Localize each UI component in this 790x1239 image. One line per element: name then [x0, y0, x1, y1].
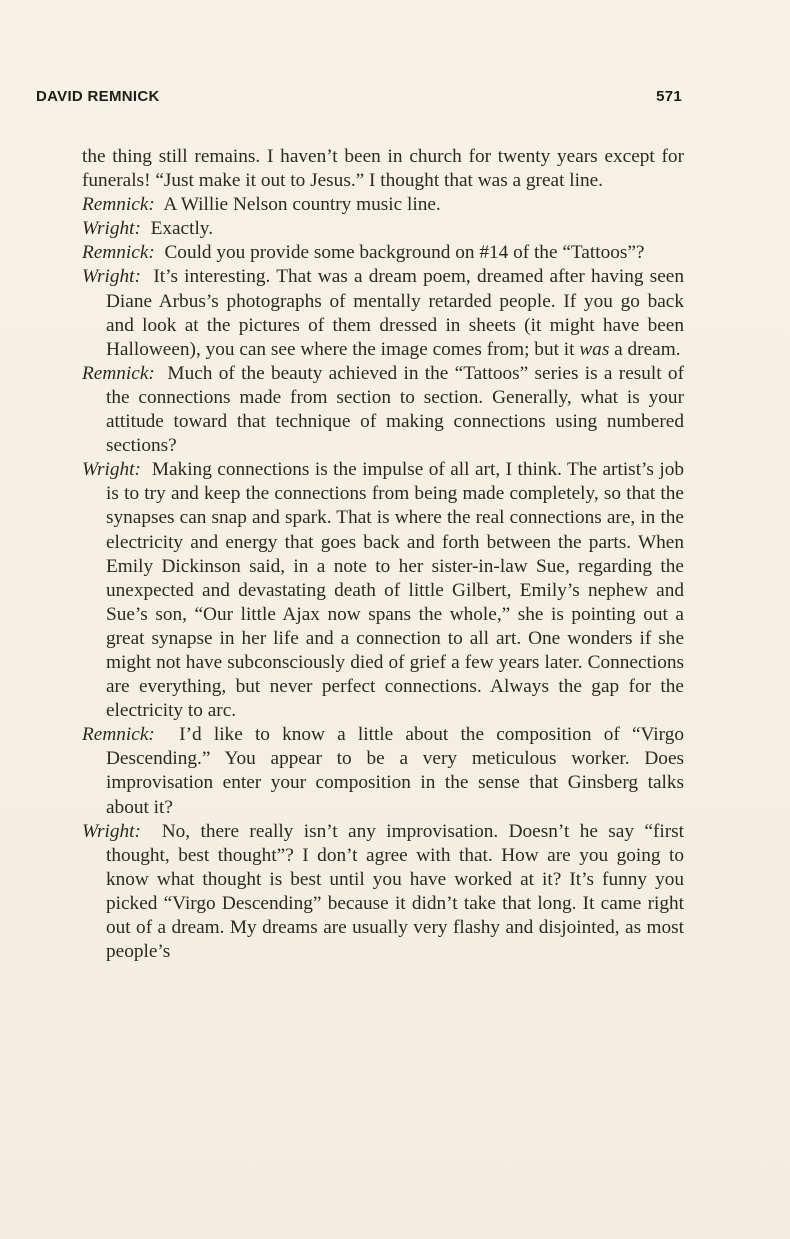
speech-text: Much of the beauty achieved in the “Tattoos” series is a result of the connections made from section to section. Generally, what is your attitude toward that technique of making connections using numbered sections? [106, 362, 684, 457]
speaker-label: Remnick: [82, 362, 155, 384]
speech-text: Could you provide some background on #14 of the “Tattoos”? [164, 242, 645, 264]
speaker-label: Remnick: [82, 242, 155, 264]
speech-text: I’d like to know a little about the composition of “Virgo Descending.” You appear to be a very meticulous worker. Does improvisation enter your composition in the sense that Ginsberg talks about it? [106, 724, 684, 818]
speaker-label: Wright: [82, 266, 141, 288]
speaker-label: Remnick: [82, 724, 155, 746]
speech-text-end: a dream. [614, 338, 681, 360]
emphasized-word: was [579, 338, 610, 360]
interview-text [82, 145, 684, 964]
paragraph-text: the thing still remains. I haven’t been in church for twenty years except for funerals! “Just make it out to Jesus.” I thought that was a great line. [82, 146, 684, 192]
exchange-remnick-1 [82, 193, 684, 217]
speech-text: Making connections is the impulse of all art, I think. The artist’s job is to try and keep the connections from being made completely, so that the synapses can snap and spark. That is where the real connections are, in the electricity and energy that goes back and forth between the parts. When Emily Dickinson said, in a note to her sister-in-law Sue, regarding the unexpected and devastating death of little Gilbert, Emily’s nephew and Sue’s son, “Our little Ajax now spans the whole,” she is pointing out a great synapse in her life and a connection to all art. One wonders if she might not have subconsciously died of grief a few years later. Connections are everything, but never perfect connections. Always the gap for the electricity to arc. [106, 459, 685, 722]
page-number: 571 [656, 88, 682, 105]
exchange-remnick-4 [82, 723, 684, 819]
exchange-wright-2 [82, 265, 684, 361]
speech-text: No, there really isn’t any improvisation. Doesn’t he say “first thought, best thought”? I don’t agree with that. How are you going to know what thought is best until you have worked at it? It’s funny you picked “Virgo Descending” because it didn’t take that long. It came right out of a dream. My dreams are usually very flashy and disjointed, as most people’s [106, 820, 685, 963]
speech-text: A Willie Nelson country music line. [163, 194, 441, 216]
exchange-wright-4 [82, 820, 684, 965]
exchange-remnick-2 [82, 241, 684, 265]
paragraph-continuation [82, 145, 684, 193]
speaker-label: Wright: [82, 820, 141, 842]
speaker-label: Wright: [82, 459, 141, 481]
speaker-label: Remnick: [82, 194, 155, 216]
speech-text: It’s interesting. That was a dream poem, dreamed after having seen Diane Arbus’s photographs of mentally retarded people. If you go back and look at the pictures of them dressed in sheets (it might have been Halloween), you can see where the image comes from; but it [106, 266, 684, 360]
speech-text: Exactly. [150, 218, 214, 240]
speaker-label: Wright: [82, 218, 141, 240]
exchange-wright-3 [82, 458, 684, 723]
running-head-author: DAVID REMNICK [36, 88, 160, 105]
exchange-remnick-3 [82, 362, 684, 458]
running-head [36, 88, 682, 108]
exchange-wright-1 [82, 217, 684, 241]
